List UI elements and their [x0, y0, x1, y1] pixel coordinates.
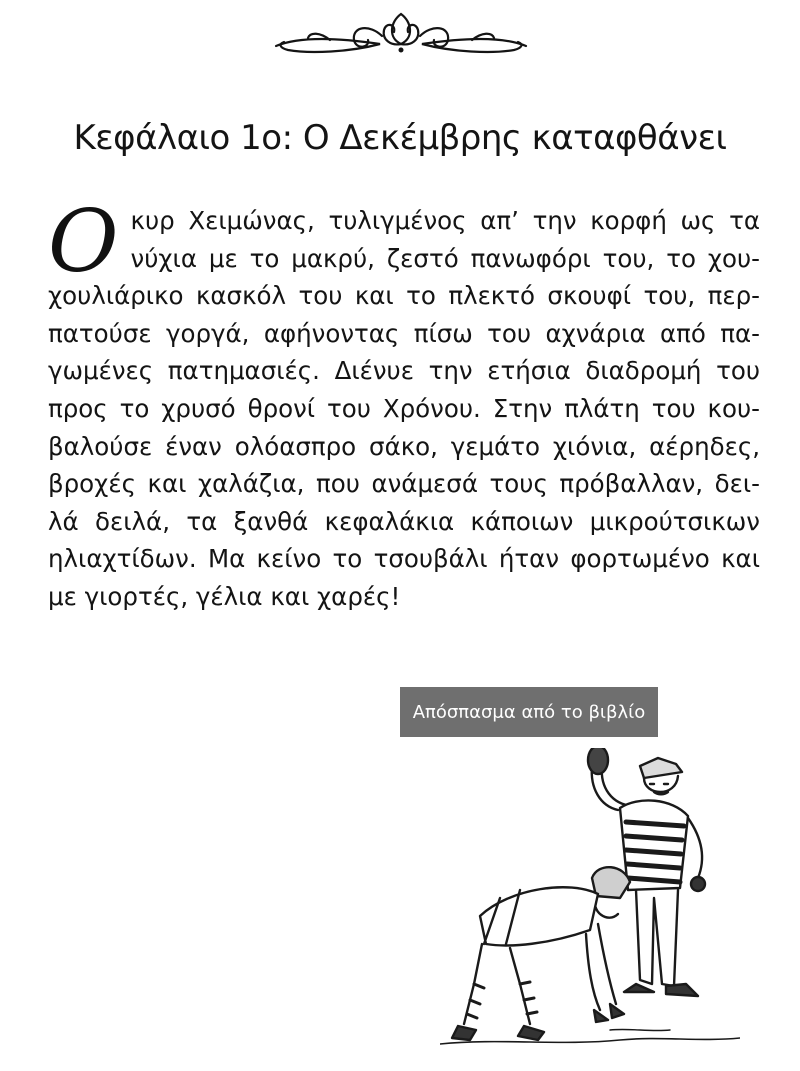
text-line: κυρ Χειμώνας, τυλιγμένος απ’ την κορφή ως τα — [130, 206, 760, 235]
text-line: λά δειλά, τα ξανθά κεφαλάκια κάποιων μικρούτσικων — [48, 506, 760, 536]
chapter-title: Κεφάλαιο 1ο: Ο Δεκέμβρης καταφθάνει — [73, 118, 727, 158]
text-line: ηλιαχτίδων. Μα κείνο το τσουβάλι ήταν φορτωμένο και — [48, 544, 760, 574]
text-line: γωμένες πατημασιές. Διένυε την ετήσια διαδρομή του — [48, 356, 760, 386]
text-line: χουλιάρικο κασκόλ του και το πλεκτό σκουφί του, περ- — [48, 281, 760, 311]
text-line: βροχές και χαλάζια, που ανάμεσά τους πρόβαλλαν, δει- — [48, 469, 760, 499]
text-line: νύχια με το μακρύ, ζεστό πανωφόρι του, το χου- — [130, 243, 760, 273]
book-excerpt-button[interactable]: Απόσπασμα από το βιβλίο — [400, 687, 658, 737]
drop-cap: O — [48, 192, 119, 292]
chapter-body-text — [48, 192, 760, 616]
text-line: πατούσε γοργά, αφήνοντας πίσω του αχνάρια από πα- — [48, 318, 760, 348]
children-snowball-illustration-icon — [440, 748, 740, 1048]
text-line: με γιορτές, γέλια και χαρές! — [48, 581, 401, 611]
text-line: βαλούσε έναν ολόασπρο σάκο, γεμάτο χιόνια, αέρηδες, — [48, 431, 760, 461]
flourish-ornament-icon — [270, 10, 532, 62]
text-line: προς το χρυσό θρονί του Χρόνου. Στην πλάτη του κου- — [48, 393, 760, 423]
